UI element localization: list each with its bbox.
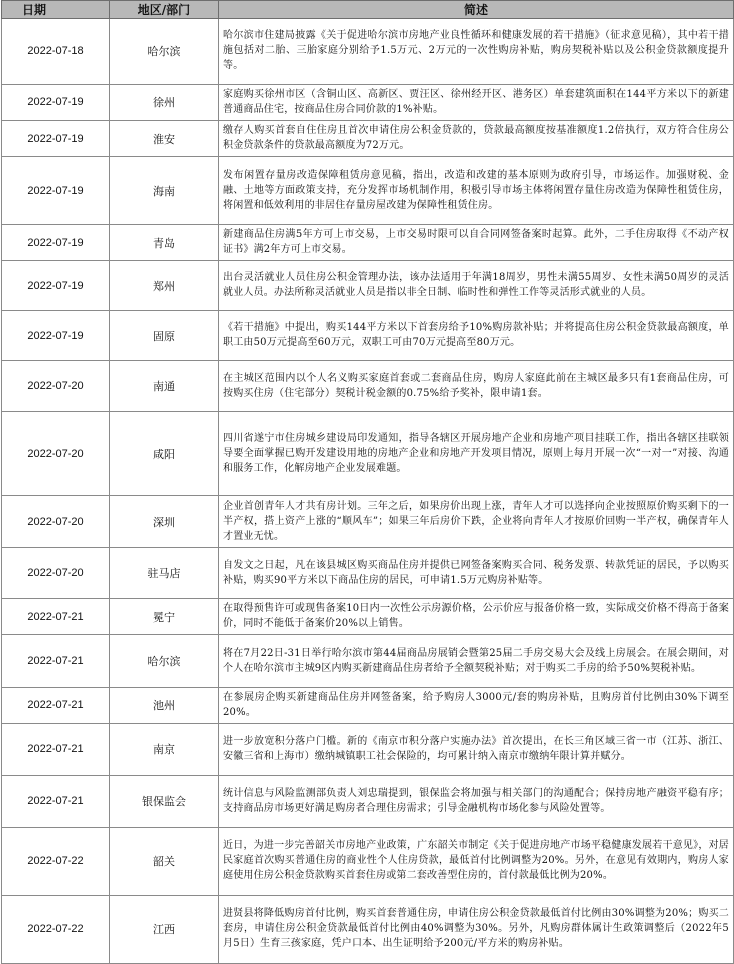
table-row: [2, 361, 734, 412]
row-summary: 在参展房企购买新建商品住房并网签备案，给予购房人3000元/套的购房补贴，且购房首付比例由30%下调至20%。: [219, 687, 734, 723]
row-date: 2022-07-21: [2, 775, 110, 827]
row-region: 深圳: [110, 496, 219, 548]
row-region: 南京: [110, 723, 219, 775]
row-date: 2022-07-21: [2, 635, 110, 687]
row-summary: 新建商品住房满5年方可上市交易，上市交易时限可以自合同网签备案时起算。此外，二手住房取得《不动产权证书》满2年方可上市交易。: [219, 225, 734, 261]
table-row: [2, 775, 734, 827]
table-row: [2, 121, 734, 157]
row-region: 银保监会: [110, 775, 219, 827]
row-region: 咸阳: [110, 412, 219, 496]
row-date: 2022-07-19: [2, 157, 110, 225]
row-summary: 进一步放宽积分落户门槛。新的《南京市积分落户实施办法》首次提出，在长三角区域三省一市（江苏、浙江、安徽三省和上海市）缴纳城镇职工社会保险的，均可累计纳入南京市缴纳年限计算并赋分。: [219, 723, 734, 775]
row-summary: 在取得预售许可或现售备案10日内一次性公示房源价格，公示价应与报备价格一致，实际成交价格不得高于备案价，同时不能低于备案价20%以上销售。: [219, 599, 734, 635]
table-row: [2, 412, 734, 496]
row-summary: 统计信息与风险监测部负责人刘忠瑞提到，银保监会将加强与相关部门的沟通配合；保持房地产融资平稳有序；支持商品房市场更好满足购房者合理住房需求；引导金融机构市场化参与风险处置等。: [219, 775, 734, 827]
row-summary: 四川省遂宁市住房城乡建设局印发通知，指导各辖区开展房地产企业和房地产项目挂联工作，指出各辖区挂联领导要全面掌握已购开发建设用地的房地产企业和房地产开发项目情况，原则上每月开展一次“一对一”对接、沟通和服务工作，化解房地产企业发展难题。: [219, 412, 734, 496]
table-row: [2, 225, 734, 261]
row-date: 2022-07-19: [2, 311, 110, 361]
table-row: [2, 687, 734, 723]
row-region: 固原: [110, 311, 219, 361]
row-region: 郑州: [110, 261, 219, 311]
header-summary: 简述: [219, 1, 734, 19]
table-row: [2, 548, 734, 599]
row-date: 2022-07-19: [2, 121, 110, 157]
row-region: 海南: [110, 157, 219, 225]
row-date: 2022-07-20: [2, 412, 110, 496]
row-summary: 近日，为进一步完善韶关市房地产业政策，广东韶关市制定《关于促进房地产市场平稳健康发展若干意见》，对居民家庭首次购买普通住房的商业性个人住房贷款，最低首付比例调整为20%。另外，在意见有效期内，购房人家庭使用住房公积金贷款购买首套住房或第二套改善型住房的，首付款最低比例为20%。: [219, 827, 734, 895]
row-region: 哈尔滨: [110, 19, 219, 85]
row-region: 韶关: [110, 827, 219, 895]
table-row: [2, 19, 734, 85]
table-row: [2, 895, 734, 963]
row-region: 江西: [110, 895, 219, 963]
row-date: 2022-07-21: [2, 599, 110, 635]
row-region: 冕宁: [110, 599, 219, 635]
row-date: 2022-07-18: [2, 19, 110, 85]
row-date: 2022-07-19: [2, 261, 110, 311]
row-summary: 家庭购买徐州市区（含铜山区、高新区、贾汪区、徐州经开区、港务区）单套建筑面积在144平方米以下的新建普通商品住宅，按商品住房合同价款的1%补贴。: [219, 84, 734, 120]
row-date: 2022-07-21: [2, 723, 110, 775]
table-row: [2, 311, 734, 361]
table-row: [2, 635, 734, 687]
row-date: 2022-07-22: [2, 827, 110, 895]
row-region: 徐州: [110, 84, 219, 120]
row-date: 2022-07-19: [2, 225, 110, 261]
header-region: 地区/部门: [110, 1, 219, 19]
header-date: 日期: [2, 1, 110, 19]
table-header-row: [2, 1, 734, 19]
row-region: 南通: [110, 361, 219, 412]
row-summary: 哈尔滨市住建局披露《关于促进哈尔滨市房地产业良性循环和健康发展的若干措施》（征求意见稿），其中若干措施包括对二胎、三胎家庭分别给予1.5万元、2万元的一次性购房补贴，购房契税补贴以及公积金贷款额度提升等。: [219, 19, 734, 85]
table-row: [2, 827, 734, 895]
policy-table: [1, 0, 734, 964]
row-summary: 《若干措施》中提出，购买144平方米以下首套房给予10%购房款补贴；并将提高住房公积金贷款最高额度，单职工由50万元提高至60万元，双职工可由70万元提高至80万元。: [219, 311, 734, 361]
table-row: [2, 261, 734, 311]
row-date: 2022-07-20: [2, 548, 110, 599]
row-date: 2022-07-22: [2, 895, 110, 963]
table-row: [2, 599, 734, 635]
row-region: 淮安: [110, 121, 219, 157]
row-date: 2022-07-20: [2, 496, 110, 548]
table-row: [2, 157, 734, 225]
row-region: 哈尔滨: [110, 635, 219, 687]
row-date: 2022-07-21: [2, 687, 110, 723]
row-region: 驻马店: [110, 548, 219, 599]
row-summary: 企业首创青年人才共有房计划。三年之后，如果房价出现上涨，青年人才可以选择向企业按照原价购买剩下的一半产权，搭上资产上涨的“顺风车”；如果三年后房价下跌，企业将向青年人才按原价回购一半产权，确保青年人才置业无忧。: [219, 496, 734, 548]
row-summary: 出台灵活就业人员住房公积金管理办法，该办法适用于年满18周岁，男性未满55周岁、女性未满50周岁的灵活就业人员。办法所称灵活就业人员是指以非全日制、临时性和弹性工作等灵活形式就业的人员。: [219, 261, 734, 311]
row-summary: 将在7月22日-31日举行哈尔滨市第44届商品房展销会暨第25届二手房交易大会及线上房展会。在展会期间，对个人在哈尔滨市主城9区内购买新建商品住房者给予全额契税补贴；对于购买二手房的给予50%契税补贴。: [219, 635, 734, 687]
row-region: 青岛: [110, 225, 219, 261]
table-row: [2, 496, 734, 548]
row-date: 2022-07-20: [2, 361, 110, 412]
row-summary: 在主城区范围内以个人名义购买家庭首套或二套商品住房，购房人家庭此前在主城区最多只有1套商品住房，可按购买住房（住宅部分）契税计税金额的0.75%给予奖补，限申请1套。: [219, 361, 734, 412]
row-summary: 自发文之日起，凡在该县城区购买商品住房并提供已网签备案购买合同、税务发票、转款凭证的居民，予以购买补贴，购买90平方米以下商品住房的居民，可申请1.5万元购房补贴等。: [219, 548, 734, 599]
row-summary: 发布闲置存量房改造保障租赁房意见稿，指出，改造和改建的基本原则为政府引导，市场运作。加强财税、金融、土地等方面政策支持，充分发挥市场机制作用，积极引导市场主体将闲置存量住房改造为保障性租赁住房，将闲置和低效利用的非居住存量房屋改建为保障性租赁住房。: [219, 157, 734, 225]
row-region: 池州: [110, 687, 219, 723]
row-date: 2022-07-19: [2, 84, 110, 120]
table-row: [2, 723, 734, 775]
row-summary: 进贤县将降低购房首付比例，购买首套普通住房，申请住房公积金贷款最低首付比例由30%调整为20%；购买二套房，申请住房公积金贷款最低首付比例由40%调整为30%。另外，凡购房群体属计生政策调整后（2022年5月5日）生育三孩家庭，凭户口本、出生证明给予200元/平方米的购房补贴。: [219, 895, 734, 963]
table-row: [2, 84, 734, 120]
row-summary: 缴存人购买首套自住住房且首次申请住房公积金贷款的，贷款最高额度按基准额度1.2倍执行，双方符合住房公积金贷款条件的贷款最高额度为72万元。: [219, 121, 734, 157]
